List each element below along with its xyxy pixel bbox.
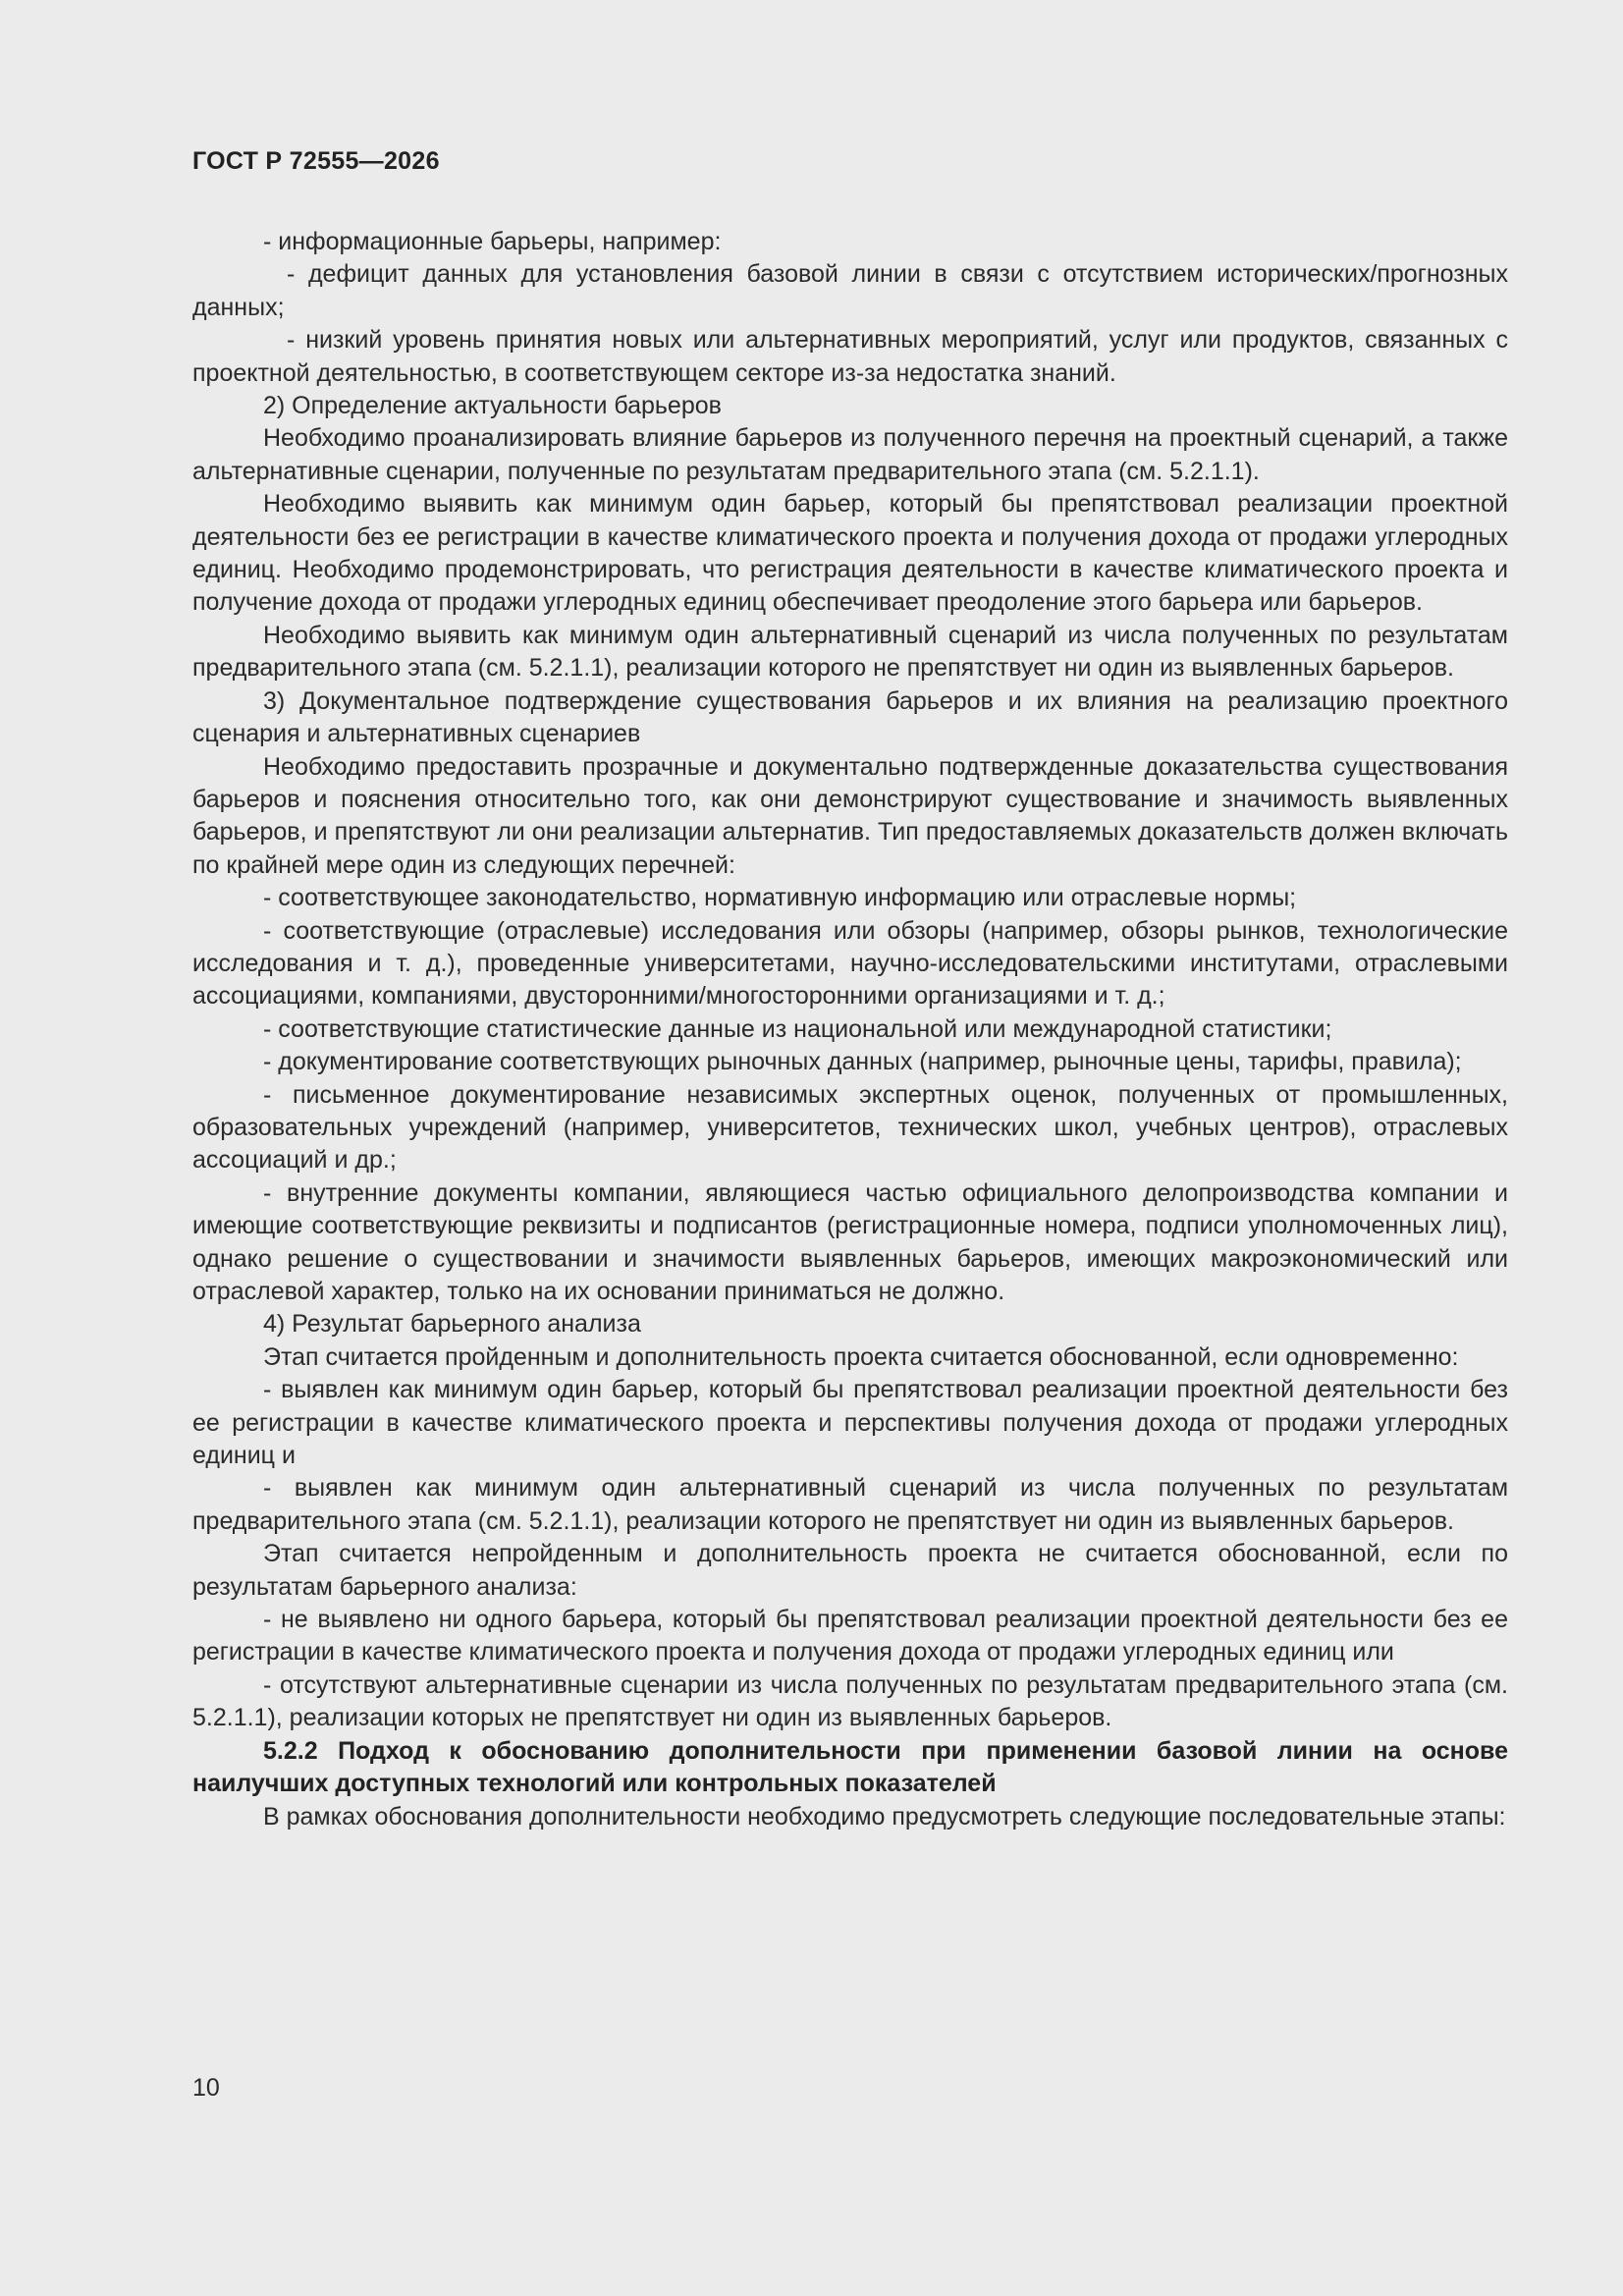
document-body bbox=[192, 226, 1508, 1833]
paragraph: Необходимо выявить как минимум один барьер, который бы препятствовал реализации проектной деятельности без ее регистрации в качестве климатического проекта и получения дохода от продажи углеродных единиц. Необходимо продемонстрировать, что регистрация деятельности в качестве климатического проекта и получение дохода от продажи углеродных единиц обеспечивает преодоление этого барьера или барьеров. bbox=[192, 490, 1508, 617]
list-item: - документирование соответствующих рыночных данных (например, рыночные цены, тарифы, правила); bbox=[263, 1048, 1462, 1076]
step-heading: 4) Результат барьерного анализа bbox=[263, 1310, 641, 1339]
list-item: - выявлен как минимум один барьер, который бы препятствовал реализации проектной деятельности без ее регистрации в качестве климатического проекта и перспективы получения дохода от продажи углеродных единиц и bbox=[192, 1376, 1508, 1470]
list-subitem: - низкий уровень принятия новых или альтернативных мероприятий, услуг или продуктов, связанных с проектной деятельностью, в соответствующем секторе из-за недостатка знаний. bbox=[192, 326, 1508, 387]
page-number: 10 bbox=[192, 2074, 220, 2102]
list-item: - информационные барьеры, например: bbox=[263, 228, 722, 255]
paragraph: Необходимо проанализировать влияние барьеров из полученного перечня на проектный сценарий, а также альтернативные сценарии, полученные по результатам предварительного этапа (см. 5.2.1.1). bbox=[192, 424, 1508, 485]
list-item: - соответствующие (отраслевые) исследования или обзоры (например, обзоры рынков, технологические исследования и т. д.), проведенные университетами, научно-исследовательскими институтами, отраслевыми ассоциациями, компаниями, двусторонними/многосторонними организациями и т. д.; bbox=[192, 916, 1508, 1011]
paragraph: Этап считается непройденным и дополнительность проекта не считается обоснованной, если по результатам барьерного анализа: bbox=[192, 1540, 1508, 1601]
paragraph: В рамках обоснования дополнительности необходимо предусмотреть следующие последовательные этапы: bbox=[263, 1802, 1506, 1831]
list-item: - соответствующие статистические данные из национальной или международной статистики; bbox=[263, 1014, 1332, 1043]
list-item: - соответствующее законодательство, нормативную информацию или отраслевые нормы; bbox=[263, 884, 1297, 912]
section-heading: 5.2.2 Подход к обоснованию дополнительности при применении базовой линии на основе наилучших доступных технологий или контрольных показателей bbox=[192, 1736, 1508, 1798]
paragraph: Необходимо выявить как минимум один альтернативный сценарий из числа полученных по результатам предварительного этапа (см. 5.2.1.1), реализации которого не препятствует ни один из выявленных барьеров. bbox=[192, 621, 1508, 683]
list-item: - выявлен как минимум один альтернативный сценарий из числа полученных по результатам предварительного этапа (см. 5.2.1.1), реализации которого не препятствует ни один из выявленных барьеров. bbox=[192, 1474, 1508, 1535]
paragraph: Необходимо предоставить прозрачные и документально подтвержденные доказательства существования барьеров и пояснения относительно того, как они демонстрируют существование и значимость выявленных барьеров, и препятствуют ли они реализации альтернатив. Тип предоставляемых доказательств должен включать по крайней мере один из следующих перечней: bbox=[192, 752, 1508, 879]
list-item: - не выявлено ни одного барьера, который бы препятствовал реализации проектной деятельности без ее регистрации в качестве климатического проекта и получения дохода от продажи углеродных единиц или bbox=[192, 1606, 1508, 1667]
paragraph: Этап считается пройденным и дополнительность проекта считается обоснованной, если одновременно: bbox=[263, 1342, 1459, 1371]
list-item: - внутренние документы компании, являющиеся частью официального делопроизводства компании и имеющие соответствующие реквизиты и подписантов (регистрационные номера, подписи уполномоченных лиц), однако решение о существовании и значимости выявленных барьеров, имеющих макроэкономический или отраслевой характер, только на их основании приниматься не должно. bbox=[192, 1178, 1508, 1305]
list-item: - отсутствуют альтернативные сценарии из числа полученных по результатам предварительного этапа (см. 5.2.1.1), реализации которых не препятствует ни один из выявленных барьеров. bbox=[192, 1670, 1508, 1732]
list-subitem: - дефицит данных для установления базовой линии в связи с отсутствием исторических/прогнозных данных; bbox=[192, 260, 1508, 321]
document-header: ГОСТ Р 72555—2026 bbox=[192, 147, 440, 175]
step-heading: 3) Документальное подтверждение существования барьеров и их влияния на реализацию проектного сценария и альтернативных сценариев bbox=[192, 686, 1508, 748]
step-heading: 2) Определение актуальности барьеров bbox=[263, 392, 722, 420]
list-item: - письменное документирование независимых экспертных оценок, полученных от промышленных, образовательных учреждений (например, университетов, технических школ, учебных центров), отраслевых ассоциаций и др.; bbox=[192, 1080, 1508, 1175]
